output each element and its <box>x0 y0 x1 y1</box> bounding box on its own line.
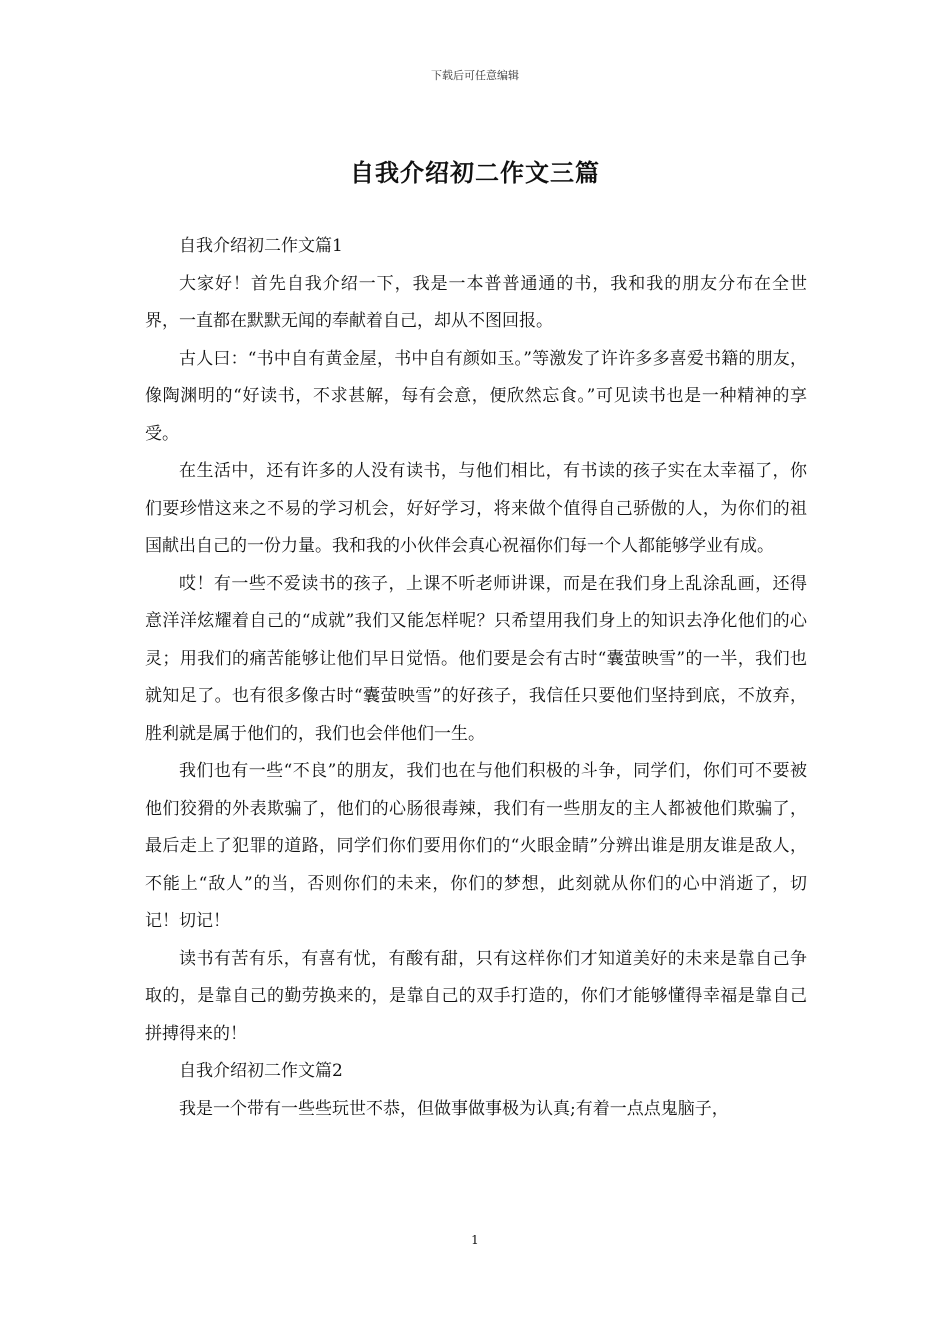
page-number: 1 <box>471 1233 479 1247</box>
paragraph: 哎！有一些不爱读书的孩子，上课不听老师讲课，而是在我们身上乱涂乱画，还得意洋洋炫耀着自己的“成就”我们又能怎样呢？只希望用我们身上的知识去净化他们的心灵；用我们的痛苦能够让他们早日觉悟。他们要是会有古时“囊萤映雪”的一半，我们也就知足了。也有很多像古时“囊萤映雪”的好孩子，我信任只要他们坚持到底，不放弃，胜利就是属于他们的，我们也会伴他们一生。 <box>145 573 807 744</box>
paragraph: 古人曰：“书中自有黄金屋，书中自有颜如玉。”等激发了许许多多喜爱书籍的朋友，像陶渊明的“好读书，不求甚解，每有会意，便欣然忘食。”可见读书也是一种精神的享受。 <box>145 348 807 444</box>
section-heading-1: 自我介绍初二作文篇1 <box>179 236 343 256</box>
paragraph: 在生活中，还有许多的人没有读书，与他们相比，有书读的孩子实在太幸福了，你们要珍惜这来之不易的学习机会，好好学习，将来做个值得自己骄傲的人，为你们的祖国献出自己的一份力量。我和我的小伙伴会真心祝福你们每一个人都能够学业有成。 <box>145 461 807 556</box>
header-note: 下载后可任意编辑 <box>431 69 519 82</box>
paragraph: 读书有苦有乐，有喜有忧，有酸有甜，只有这样你们才知道美好的未来是靠自己争取的，是靠自己的勤劳换来的，是靠自己的双手打造的，你们才能够懂得幸福是靠自己拼搏得来的！ <box>145 948 807 1044</box>
document-body <box>145 228 807 1128</box>
paragraph: 我是一个带有一些些玩世不恭，但做事做事极为认真;有着一点点鬼脑子， <box>179 1098 729 1119</box>
document-title: 自我介绍初二作文三篇 <box>350 158 600 187</box>
section-heading-2: 自我介绍初二作文篇2 <box>179 1061 343 1081</box>
paragraph: 我们也有一些“不良”的朋友，我们也在与他们积极的斗争，同学们，你们可不要被他们狡猾的外表欺骗了，他们的心肠很毒辣，我们有一些朋友的主人都被他们欺骗了，最后走上了犯罪的道路，同学们你们要用你们的“火眼金睛”分辨出谁是朋友谁是敌人，不能上“敌人”的当，否则你们的未来，你们的梦想，此刻就从你们的心中消逝了，切记！切记！ <box>145 761 807 931</box>
paragraph: 大家好！首先自我介绍一下，我是一本普普通通的书，我和我的朋友分布在全世界，一直都在默默无闻的奉献着自己，却从不图回报。 <box>145 273 807 331</box>
